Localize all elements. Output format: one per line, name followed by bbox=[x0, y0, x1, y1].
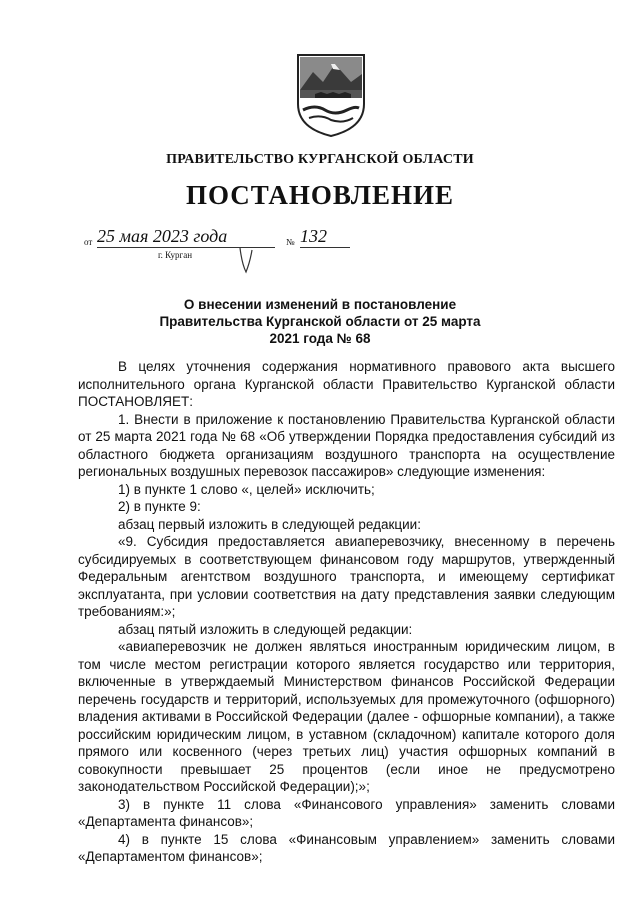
body-paragraph: «9. Субсидия предоставляется авиаперевозчику, внесенному в перечень субсидируемых в соответствующем финансовом году маршрутов, утвержденный Федеральным агентством воздушного транспорта, и имеющему сертификат эксплуатанта, при условии соответствия на дату представления заявки следующим требованиям:»; bbox=[78, 534, 615, 619]
body-paragraph: 4) в пункте 15 слова «Финансовым управлением» заменить словами «Департаментом финансов»; bbox=[78, 831, 615, 864]
document-number: 132 bbox=[300, 226, 350, 248]
date-prefix: от bbox=[84, 237, 93, 247]
body-paragraph: В целях уточнения содержания нормативного правового акта высшего исполнительного органа Курганской области Правительство Курганской области ПОСТАНОВЛЯЕТ: bbox=[78, 359, 615, 409]
body-paragraph: «авиаперевозчик не должен являться иностранным юридическим лицом, в том числе местом регистрации которого является государство или территория, включенные в утверждаемый Министерством финансов Российской Федерации перечень государств и территорий, используемых для промежуточного (офшорного) владения активами в Российской Федерации (далее - офшорные компании), а также российским юридическим лицом, в уставном (складочном) капитале которого доля прямого или косвенного (через третьих лиц) участия офшорных компаний в совокупности превышает 25 процентов (если иное не предусмотрено законодательством Российской Федерации);»; bbox=[78, 639, 615, 794]
number-label: № bbox=[286, 237, 295, 247]
body-paragraph: абзац пятый изложить в следующей редакции: bbox=[118, 621, 413, 637]
body-paragraph: 1. Внести в приложение к постановлению Правительства Курганской области от 25 марта 2021 года № 68 «Об утверждении Порядка предоставления субсидий из областного бюджета организациям воздушного транспорта на осуществление региональных воздушных перевозок пассажиров» следующие изменения: bbox=[78, 411, 615, 479]
coat-of-arms-emblem bbox=[295, 52, 367, 138]
body-paragraph: 1) в пункте 1 слово «, целей» исключить; bbox=[118, 481, 375, 497]
document-date: 25 мая 2023 года bbox=[97, 226, 275, 248]
body-paragraph: 3) в пункте 11 слова «Финансового управления» заменить словами «Департамента финансов»; bbox=[78, 796, 615, 829]
organization-name: ПРАВИТЕЛЬСТВО КУРГАНСКОЙ ОБЛАСТИ bbox=[166, 152, 474, 167]
document-type: ПОСТАНОВЛЕНИЕ bbox=[185, 180, 455, 210]
city-name: г. Курган bbox=[158, 250, 193, 260]
handwritten-mark bbox=[236, 244, 258, 276]
body-paragraph: 2) в пункте 9: bbox=[118, 499, 201, 514]
document-title: О внесении изменений в постановление Правительства Курганской области от 25 марта 2021 года № 68 bbox=[159, 297, 481, 346]
document-body bbox=[78, 358, 615, 866]
body-paragraph: абзац первый изложить в следующей редакции: bbox=[118, 516, 421, 532]
